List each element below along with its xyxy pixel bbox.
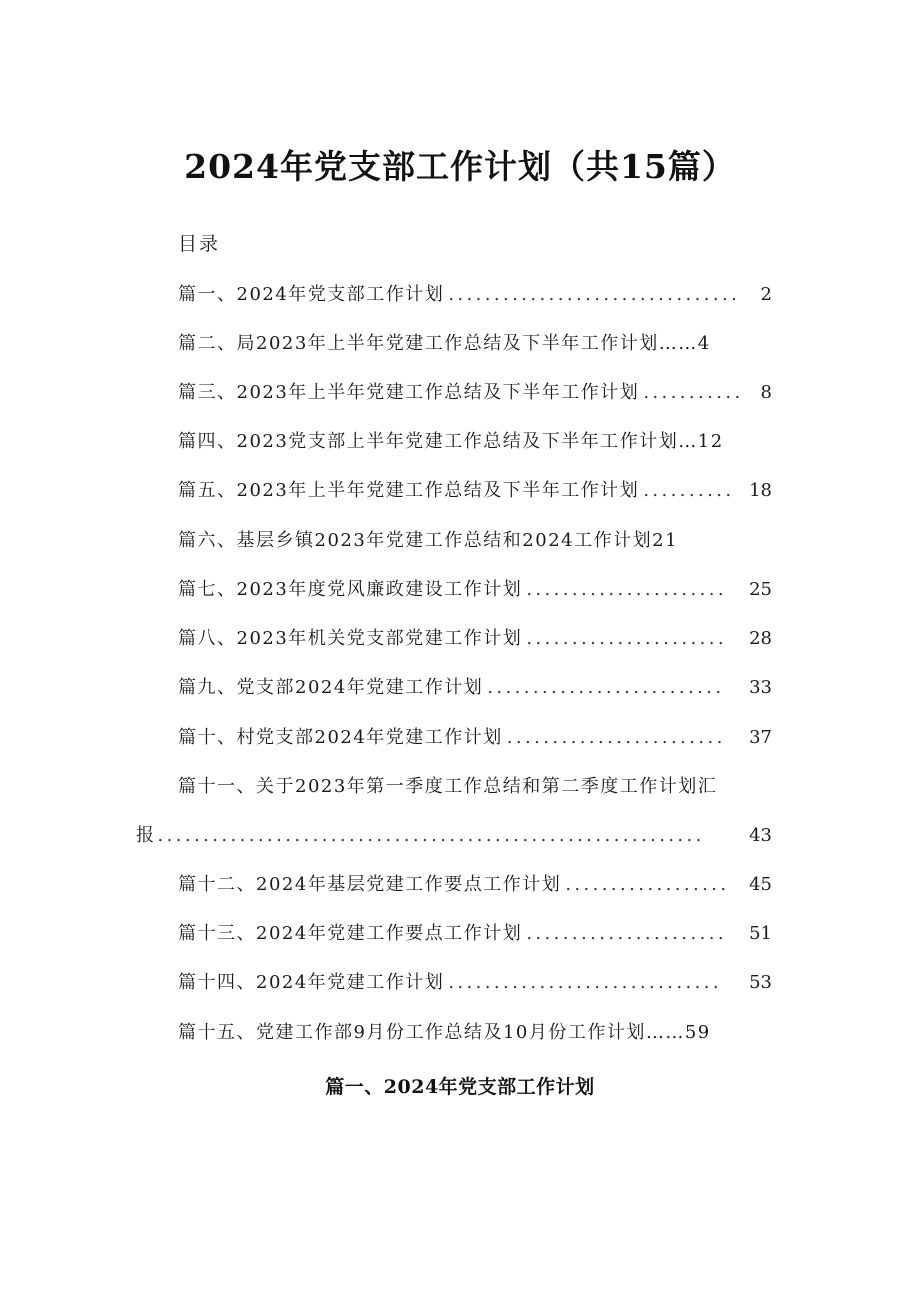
document-title: 2024年党支部工作计划（共15篇）	[184, 147, 736, 186]
toc-entry-11[interactable]: 篇十一、关于2023年第一季度工作总结和第二季度工作计划汇	[178, 776, 718, 797]
toc-page-number: 2	[760, 284, 772, 305]
toc-entry-5[interactable]	[178, 477, 772, 505]
toc-entry-13[interactable]	[178, 920, 772, 948]
toc-entry-11-continued[interactable]	[136, 822, 772, 850]
toc-entry-text: 篇五、2023年上半年党建工作总结及下半年工作计划	[178, 480, 640, 501]
section-heading: 篇一、2024年党支部工作计划	[325, 1076, 595, 1098]
toc-page-number: 51	[749, 923, 772, 944]
toc-entry-text: 篇九、党支部2024年党建工作计划	[178, 677, 484, 698]
toc-page-number: 8	[760, 382, 772, 403]
toc-leader: ......................	[526, 923, 727, 944]
toc-entry-10[interactable]	[178, 724, 772, 752]
toc-leader: ............................................................	[157, 825, 705, 846]
toc-entry-text: 篇一、2024年党支部工作计划	[178, 284, 445, 305]
toc-page-number: 33	[749, 677, 772, 698]
toc-entry-text: 篇三、2023年上半年党建工作总结及下半年工作计划	[178, 382, 640, 403]
toc-entry-text: 篇十四、2024年党建工作计划	[178, 972, 445, 993]
toc-entry-9[interactable]	[178, 674, 772, 702]
toc-entry-1[interactable]	[178, 281, 772, 309]
toc-entry-8[interactable]	[178, 625, 772, 653]
toc-page-number: 28	[749, 628, 772, 649]
toc-entry-6[interactable]: 篇六、基层乡镇2023年党建工作总结和2024工作计划21	[178, 530, 679, 551]
toc-entry-14[interactable]	[178, 969, 772, 997]
toc-heading: 目录	[178, 233, 221, 255]
toc-entry-2[interactable]: 篇二、局2023年上半年党建工作总结及下半年工作计划……4	[178, 333, 711, 354]
toc-page-number: 25	[749, 579, 772, 600]
toc-entry-text: 篇七、2023年度党风廉政建设工作计划	[178, 579, 523, 600]
toc-entry-4[interactable]: 篇四、2023党支部上半年党建工作总结及下半年工作计划…12	[178, 431, 724, 452]
toc-entry-12[interactable]	[178, 871, 772, 899]
toc-entry-text: 报	[136, 825, 156, 846]
toc-leader: ...........	[643, 382, 744, 403]
toc-leader: ................................	[448, 284, 741, 305]
toc-entry-3[interactable]	[178, 379, 772, 407]
toc-page-number: 53	[749, 972, 772, 993]
toc-entry-7[interactable]	[178, 576, 772, 604]
toc-entry-text: 篇十二、2024年基层党建工作要点工作计划	[178, 874, 562, 895]
toc-page-number: 45	[749, 874, 772, 895]
toc-leader: ........................	[506, 727, 726, 748]
toc-page-number: 18	[749, 480, 772, 501]
toc-page-number: 43	[749, 825, 772, 846]
toc-entry-text: 篇十、村党支部2024年党建工作计划	[178, 727, 503, 748]
toc-page-number: 37	[749, 727, 772, 748]
toc-leader: ......................	[526, 628, 727, 649]
toc-leader: ......................	[526, 579, 727, 600]
toc-entry-15[interactable]: 篇十五、党建工作部9月份工作总结及10月份工作计划……59	[178, 1022, 711, 1043]
toc-leader: ..............................	[448, 972, 722, 993]
toc-entry-text: 篇八、2023年机关党支部党建工作计划	[178, 628, 523, 649]
toc-leader: ..................	[565, 874, 730, 895]
toc-leader: ..........................	[487, 677, 725, 698]
toc-entry-text: 篇十三、2024年党建工作要点工作计划	[178, 923, 523, 944]
toc-leader: ..........	[643, 480, 735, 501]
